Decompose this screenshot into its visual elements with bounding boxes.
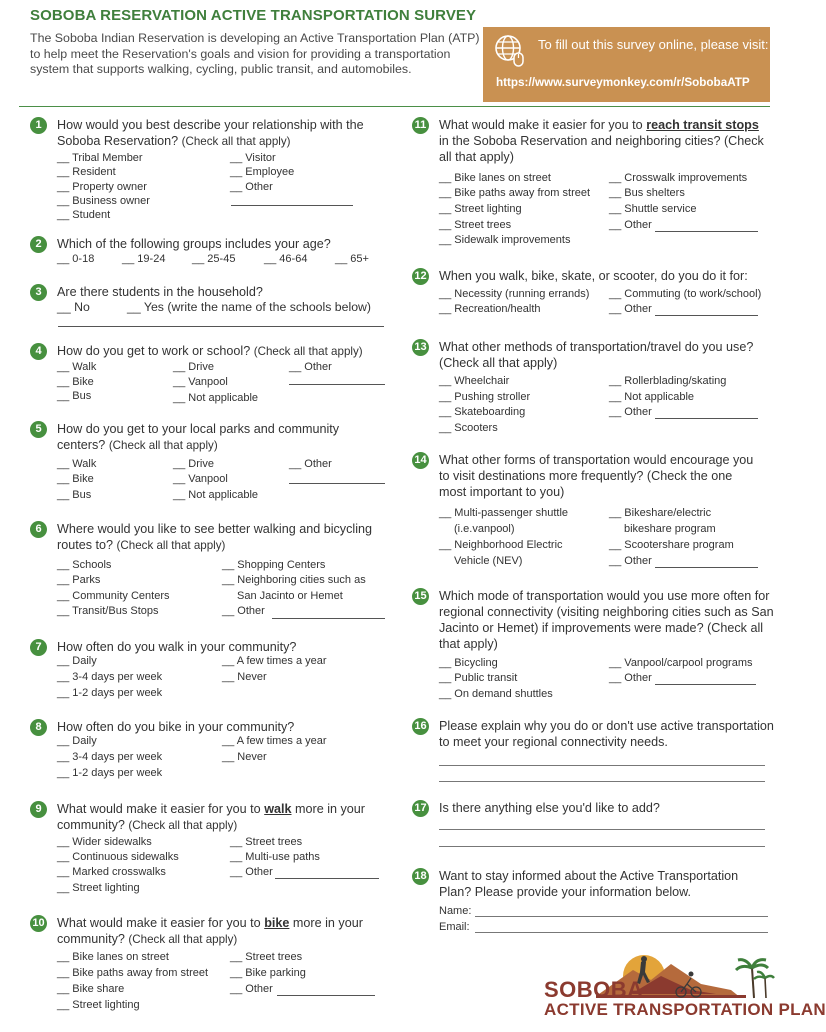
question-number: 16 [412, 718, 429, 735]
option-other[interactable]: __ Other [289, 361, 332, 373]
answer-line[interactable] [439, 829, 765, 830]
option-street-lighting[interactable]: __ Street lighting [57, 999, 140, 1011]
name-field[interactable] [475, 916, 768, 917]
option-bike[interactable]: __ Bike [57, 376, 94, 388]
option-shopping-centers[interactable]: __ Shopping Centers [222, 559, 326, 571]
question-number: 3 [30, 284, 47, 301]
option-never[interactable]: __ Never [222, 751, 267, 763]
option-crosswalk-improvements[interactable]: __ Crosswalk improvements [609, 172, 748, 184]
option-not-applicable[interactable]: __ Not applicable [609, 391, 695, 403]
option-3-4-days[interactable]: __ 3-4 days per week [57, 751, 163, 763]
option-not-applicable[interactable]: __ Not applicable [173, 489, 259, 501]
option-1-2-days[interactable]: __ 1-2 days per week [57, 767, 163, 779]
intro-paragraph: The Soboba Indian Reservation is developing an Active Transportation Plan (ATP) to help meet the Reservation's goals and vision for providing a transportation system that supports walking, cycling, public transit, and automobiles. [30, 31, 480, 77]
option-tribal-member[interactable]: __ Tribal Member [57, 152, 143, 164]
online-survey-box [483, 27, 770, 102]
option-bike[interactable]: __ Bike [57, 473, 94, 485]
option-other[interactable]: __ Other [609, 219, 652, 231]
question-text: How often do you walk in your community? [57, 640, 297, 654]
question-number: 14 [412, 452, 429, 469]
option-3-4-days[interactable]: __ 3-4 days per week [57, 671, 163, 683]
question-text: How would you best describe your relationship with the Soboba Reservation? (Check all that apply) [57, 118, 364, 148]
option-street-trees[interactable]: __ Street trees [230, 836, 303, 848]
option-street-trees[interactable]: __ Street trees [439, 219, 512, 231]
option-bus[interactable]: __ Bus [57, 489, 92, 501]
option-other[interactable]: __ Other [230, 866, 273, 878]
option-1-2-days[interactable]: __ 1-2 days per week [57, 687, 163, 699]
option-pushing-stroller[interactable]: __ Pushing stroller [439, 391, 531, 403]
option-scootershare[interactable]: __ Scootershare program [609, 539, 734, 551]
option-few-times-year[interactable]: __ A few times a year [222, 735, 327, 747]
option-resident[interactable]: __ Resident [57, 166, 116, 178]
other-write-in-line[interactable] [655, 231, 758, 232]
question-text: How do you get to work or school? (Check all that apply) [57, 344, 363, 358]
option-bike-share[interactable]: __ Bike share [57, 983, 125, 995]
option-bus-shelters[interactable]: __ Bus shelters [609, 187, 685, 199]
online-instructions: To fill out this survey online, please visit: [538, 37, 769, 52]
option-wider-sidewalks[interactable]: __ Wider sidewalks [57, 836, 152, 848]
email-field[interactable] [475, 932, 768, 933]
option-other[interactable]: __ Other [609, 555, 652, 567]
option-walk[interactable]: __ Walk [57, 458, 97, 470]
option-wheelchair[interactable]: __ Wheelchair [439, 375, 510, 387]
option-recreation-health[interactable]: __ Recreation/health [439, 303, 541, 315]
question-number: 17 [412, 800, 429, 817]
option-age-19-24[interactable]: __ 19-24 [122, 253, 166, 265]
option-property-owner[interactable]: __ Property owner [57, 181, 147, 193]
question-number: 4 [30, 343, 47, 360]
option-bikeshare-detail: bikeshare program [624, 523, 716, 535]
question-number: 1 [30, 117, 47, 134]
option-neighboring-cities[interactable]: __ Neighboring cities such as [222, 574, 366, 586]
option-daily[interactable]: __ Daily [57, 735, 97, 747]
question-text: Please explain why you do or don't use active transportation to meet your regional connectivity needs. [439, 719, 774, 749]
other-write-in-line[interactable] [277, 995, 375, 996]
question-number: 6 [30, 521, 47, 538]
other-write-in-line[interactable] [655, 418, 758, 419]
soboba-atp-logo [541, 950, 826, 1022]
option-age-25-45[interactable]: __ 25-45 [192, 253, 236, 265]
question-number: 13 [412, 339, 429, 356]
option-sidewalk-improvements[interactable]: __ Sidewalk improvements [439, 234, 571, 246]
option-community-centers[interactable]: __ Community Centers [57, 590, 170, 602]
question-text: What would make it easier for you to walk more in your community? (Check all that apply) [57, 802, 366, 832]
option-not-applicable[interactable]: __ Not applicable [173, 392, 259, 404]
question-text: When you walk, bike, skate, or scooter, do you do it for: [439, 269, 748, 283]
option-shuttle-detail: (i.e.vanpool) [454, 523, 515, 535]
school-names-line[interactable] [58, 326, 384, 327]
answer-line[interactable] [439, 781, 765, 782]
question-text: Which mode of transportation would you use more often for regional connectivity (visiting neighboring cities such as San Jacinto or Hemet) if improvements were made? (Check all that apply) [439, 589, 774, 651]
other-write-in-line[interactable] [655, 684, 756, 685]
option-drive[interactable]: __ Drive [173, 361, 214, 373]
question-number: 15 [412, 588, 429, 605]
option-bicycling[interactable]: __ Bicycling [439, 657, 498, 669]
option-few-times-year[interactable]: __ A few times a year [222, 655, 327, 667]
option-daily[interactable]: __ Daily [57, 655, 97, 667]
option-never[interactable]: __ Never [222, 671, 267, 683]
question-number: 9 [30, 801, 47, 818]
option-shuttle-service[interactable]: __ Shuttle service [609, 203, 697, 215]
option-vanpool[interactable]: __ Vanpool [173, 473, 228, 485]
option-age-65-plus[interactable]: __ 65+ [335, 253, 369, 265]
option-rollerblading[interactable]: __ Rollerblading/skating [609, 375, 727, 387]
other-write-in-line[interactable] [275, 878, 379, 879]
option-street-lighting[interactable]: __ Street lighting [439, 203, 522, 215]
option-drive[interactable]: __ Drive [173, 458, 214, 470]
option-age-46-64[interactable]: __ 46-64 [264, 253, 308, 265]
survey-url-link[interactable]: https://www.surveymonkey.com/r/SobobaATP [496, 76, 750, 89]
option-street-lighting[interactable]: __ Street lighting [57, 882, 140, 894]
answer-line[interactable] [439, 765, 765, 766]
option-vanpool[interactable]: __ Vanpool [173, 376, 228, 388]
other-write-in-line[interactable] [655, 315, 758, 316]
question-number: 10 [30, 915, 47, 932]
question-text: What other methods of transportation/travel do you use? (Check all that apply) [439, 340, 754, 370]
option-no[interactable]: __ No [57, 300, 90, 314]
option-other[interactable]: __ Other [609, 406, 652, 418]
question-number: 7 [30, 639, 47, 656]
other-write-in-line[interactable] [655, 567, 758, 568]
question-text: Is there anything else you'd like to add? [439, 801, 660, 815]
option-other[interactable]: __ Other [222, 605, 265, 617]
option-public-transit[interactable]: __ Public transit [439, 672, 518, 684]
question-text: Where would you like to see better walking and bicycling routes to? (Check all that apply) [57, 522, 373, 552]
option-skateboarding[interactable]: __ Skateboarding [439, 406, 526, 418]
option-bikeshare[interactable]: __ Bikeshare/electric [609, 507, 712, 519]
option-street-trees[interactable]: __ Street trees [230, 951, 303, 963]
option-marked-crosswalks[interactable]: __ Marked crosswalks [57, 866, 166, 878]
option-transit-bus-stops[interactable]: __ Transit/Bus Stops [57, 605, 159, 617]
logo-title: SOBOBA [544, 977, 644, 1002]
option-nev-detail: Vehicle (NEV) [454, 555, 523, 567]
option-neighborhood-electric[interactable]: __ Neighborhood Electric [439, 539, 563, 551]
option-parks[interactable]: __ Parks [57, 574, 101, 586]
question-text: What would make it easier for you to bike more in your community? (Check all that apply) [57, 916, 363, 946]
option-bike-parking[interactable]: __ Bike parking [230, 967, 306, 979]
question-text: Are there students in the household? [57, 285, 263, 299]
question-number: 12 [412, 268, 429, 285]
option-scooters[interactable]: __ Scooters [439, 422, 498, 434]
option-bike-paths[interactable]: __ Bike paths away from street [439, 187, 591, 199]
email-label: Email: [439, 921, 470, 933]
option-bike-lanes[interactable]: __ Bike lanes on street [57, 951, 169, 963]
globe-mouse-icon [494, 34, 526, 68]
question-text: Which of the following groups includes your age? [57, 237, 331, 251]
question-number: 2 [30, 236, 47, 253]
answer-line[interactable] [439, 846, 765, 847]
other-write-in-line[interactable] [231, 205, 353, 206]
option-multi-use-paths[interactable]: __ Multi-use paths [230, 851, 320, 863]
question-text: What would make it easier for you to reach transit stops in the Soboba Reservation and neighboring cities? (Check all that apply) [439, 118, 764, 164]
question-number: 8 [30, 719, 47, 736]
option-bike-paths[interactable]: __ Bike paths away from street [57, 967, 209, 979]
question-number: 5 [30, 421, 47, 438]
other-write-in-line[interactable] [289, 483, 385, 484]
option-age-0-18[interactable]: __ 0-18 [57, 253, 95, 265]
option-bus[interactable]: __ Bus [57, 390, 92, 402]
option-other[interactable]: __ Other [230, 181, 273, 193]
option-necessity[interactable]: __ Necessity (running errands) [439, 288, 590, 300]
option-employee[interactable]: __ Employee [230, 166, 295, 178]
option-multi-passenger-shuttle[interactable]: __ Multi-passenger shuttle [439, 507, 569, 519]
other-write-in-line[interactable] [289, 384, 385, 385]
question-text: How do you get to your local parks and community centers? (Check all that apply) [57, 422, 340, 452]
option-commuting[interactable]: __ Commuting (to work/school) [609, 288, 762, 300]
other-write-in-line[interactable] [272, 618, 385, 619]
question-text: How often do you bike in your community? [57, 720, 295, 734]
option-business-owner[interactable]: __ Business owner [57, 195, 150, 207]
page-title: SOBOBA RESERVATION ACTIVE TRANSPORTATION SURVEY [30, 7, 477, 24]
option-on-demand-shuttles[interactable]: __ On demand shuttles [439, 688, 553, 700]
option-vanpool-carpool[interactable]: __ Vanpool/carpool programs [609, 657, 753, 669]
option-neighboring-cities-detail: San Jacinto or Hemet [237, 590, 343, 602]
option-schools[interactable]: __ Schools [57, 559, 112, 571]
header-divider [19, 106, 770, 107]
option-yes[interactable]: __ Yes (write the name of the schools below) [127, 300, 372, 314]
option-continuous-sidewalks[interactable]: __ Continuous sidewalks [57, 851, 179, 863]
question-number: 11 [412, 117, 429, 134]
option-other[interactable]: __ Other [230, 983, 273, 995]
question-text: Want to stay informed about the Active Transportation Plan? Please provide your information below. [439, 869, 739, 899]
option-walk[interactable]: __ Walk [57, 361, 97, 373]
name-label: Name: [439, 905, 472, 917]
option-visitor[interactable]: __ Visitor [230, 152, 276, 164]
option-other[interactable]: __ Other [289, 458, 332, 470]
question-number: 18 [412, 868, 429, 885]
option-other[interactable]: __ Other [609, 672, 652, 684]
question-text: What other forms of transportation would encourage you to visit destinations more frequently? (Check the one most important to you) [439, 453, 754, 499]
option-bike-lanes[interactable]: __ Bike lanes on street [439, 172, 551, 184]
option-student[interactable]: __ Student [57, 209, 111, 221]
option-other[interactable]: __ Other [609, 303, 652, 315]
logo-subtitle: ACTIVE TRANSPORTATION PLAN [544, 1000, 826, 1019]
